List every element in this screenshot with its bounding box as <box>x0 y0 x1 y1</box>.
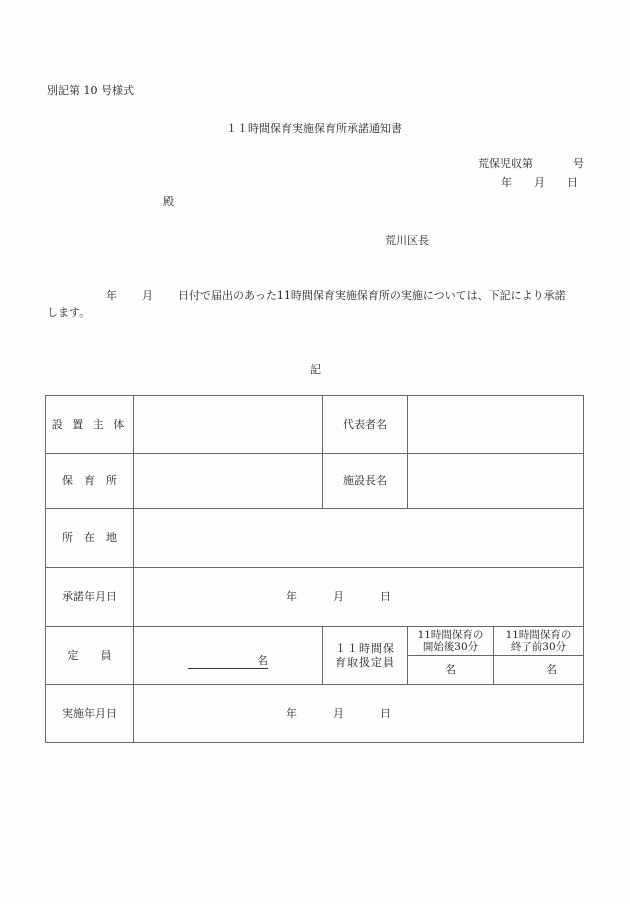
approval-table <box>45 395 584 743</box>
impl-day: 日 <box>380 706 391 720</box>
start-30min-field[interactable] <box>408 656 493 684</box>
label-11h-line2: 育取扱定員 <box>335 655 395 669</box>
approval-year: 年 <box>286 590 297 603</box>
body-line-1 <box>106 287 566 303</box>
impl-year: 年 <box>286 706 297 720</box>
capacity-unit: 名 <box>257 654 268 667</box>
col-b-line2: 終了前30分 <box>510 641 567 653</box>
label-representative: 代表者名 <box>343 417 387 431</box>
issue-year: 年 <box>501 176 512 189</box>
label-11h-capacity <box>323 627 407 684</box>
approval-day: 日 <box>380 590 391 603</box>
body-line-2: します。 <box>47 306 91 319</box>
implementation-date-field[interactable] <box>134 685 583 742</box>
col-a-unit: 名 <box>445 663 456 676</box>
body-text: 日付で届出のあった11時間保育実施保育所の実施については、下記により承諾 <box>178 289 566 302</box>
setchi-shutai-field[interactable] <box>134 396 322 453</box>
director-field[interactable] <box>408 454 583 508</box>
label-setchi-shutai: 設 置 主 体 <box>51 417 128 431</box>
impl-month: 月 <box>333 706 344 720</box>
col-b-unit: 名 <box>546 663 557 676</box>
addressee-suffix: 殿 <box>163 195 174 208</box>
approval-date-field[interactable] <box>134 568 583 626</box>
doc-number-prefix: 荒保児収第 <box>478 157 533 170</box>
label-11h-line1: １１時間保 <box>335 641 395 655</box>
hoikusho-field[interactable] <box>134 454 322 508</box>
body-month: 月 <box>142 289 153 302</box>
address-field[interactable] <box>134 509 583 567</box>
label-director: 施設長名 <box>343 474 387 487</box>
form-number: 別記第 10 号様式 <box>47 84 134 97</box>
label-capacity: 定 員 <box>67 648 112 662</box>
approval-month: 月 <box>333 590 344 603</box>
label-hoikusho: 保 育 所 <box>62 474 117 487</box>
ki-heading: 記 <box>310 363 321 376</box>
document-number <box>478 155 584 171</box>
col-b-line1: 11時間保育の <box>505 629 572 641</box>
document-title: １１時間保育実施保育所承諾通知書 <box>226 122 402 135</box>
capacity-field[interactable] <box>188 652 268 669</box>
col-a-line2: 開始後30分 <box>422 641 479 653</box>
issue-month: 月 <box>534 176 545 189</box>
label-implementation-date: 実施年月日 <box>62 706 117 720</box>
col-a-line1: 11時間保育の <box>417 629 484 641</box>
sender: 荒川区長 <box>385 234 429 247</box>
label-approval-date: 承諾年月日 <box>62 590 117 603</box>
issue-day: 日 <box>567 176 578 189</box>
header-end-30min <box>494 627 583 655</box>
representative-field[interactable] <box>408 396 583 453</box>
issue-date <box>501 174 578 190</box>
end-30min-field[interactable] <box>494 656 583 684</box>
header-start-30min <box>408 627 493 655</box>
label-address: 所 在 地 <box>62 531 117 544</box>
body-year: 年 <box>106 289 117 302</box>
doc-number-suffix: 号 <box>573 157 584 170</box>
